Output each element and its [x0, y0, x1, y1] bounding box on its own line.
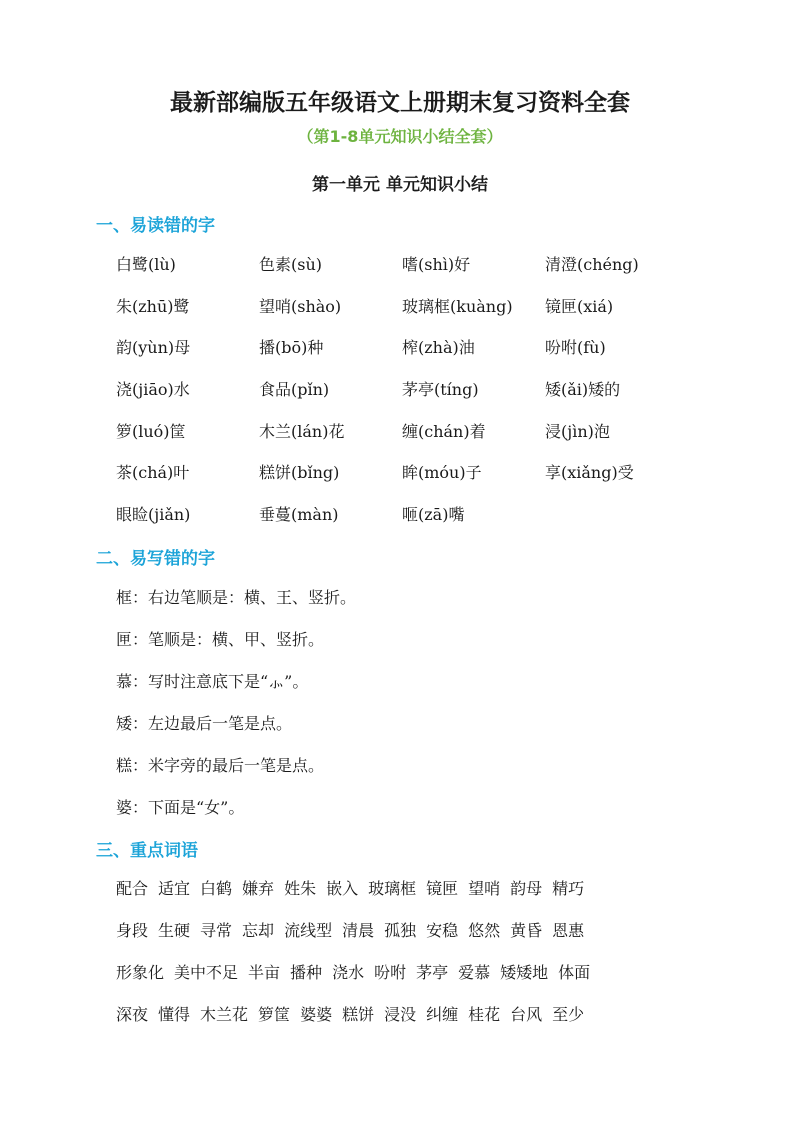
- key-word: 精巧: [552, 878, 585, 898]
- char-pinyin-item: 咂(zā)嘴: [402, 504, 465, 524]
- grid-row: [116, 368, 756, 410]
- char-pinyin-item: 清澄(chéng): [545, 255, 639, 275]
- key-word: 镜匣: [426, 878, 459, 898]
- key-word: 至少: [552, 1004, 585, 1024]
- grid-row: [116, 243, 756, 285]
- key-word: 形象化: [116, 962, 165, 982]
- word-row: [116, 950, 756, 992]
- key-word: 安稳: [426, 920, 459, 940]
- key-word: 台风: [510, 1004, 543, 1024]
- key-word: 孤独: [384, 920, 417, 940]
- char-pinyin-item: 箩(luó)筐: [116, 421, 186, 441]
- writing-note: 婆：下面是“女”。: [116, 797, 245, 817]
- key-word: 玻璃框: [368, 878, 417, 898]
- key-word: 生硬: [158, 920, 191, 940]
- key-word: 适宜: [158, 878, 191, 898]
- grid-row: [116, 409, 756, 451]
- char-pinyin-item: 吩咐(fù): [545, 338, 606, 358]
- char-pinyin-item: 望哨(shào): [259, 296, 342, 316]
- key-word: 半亩: [248, 962, 281, 982]
- word-row: [116, 866, 756, 908]
- key-word: 嵌入: [326, 878, 359, 898]
- section-heading-miswritten: 二、易写错的字: [96, 549, 215, 569]
- key-word: 箩筐: [258, 1004, 291, 1024]
- char-pinyin-item: 眸(móu)子: [402, 463, 482, 483]
- section-heading-key-words: 三、重点词语: [96, 841, 198, 861]
- key-word: 忘却: [242, 920, 275, 940]
- char-pinyin-item: 嗜(shì)好: [402, 255, 471, 275]
- char-pinyin-item: 享(xiǎng)受: [545, 463, 634, 483]
- misread-chars-grid: [116, 243, 756, 534]
- char-pinyin-item: 玻璃框(kuàng): [402, 296, 513, 316]
- writing-note: 矮：左边最后一笔是点。: [116, 713, 293, 733]
- key-word: 白鹤: [200, 878, 233, 898]
- char-pinyin-item: 浇(jiāo)水: [116, 380, 190, 400]
- key-word: 懂得: [158, 1004, 191, 1024]
- key-word: 悠然: [468, 920, 501, 940]
- key-word: 美中不足: [174, 962, 239, 982]
- char-pinyin-item: 色素(sù): [259, 255, 323, 275]
- word-row: [116, 908, 756, 950]
- key-word: 浸没: [384, 1004, 417, 1024]
- key-word: 糕饼: [342, 1004, 375, 1024]
- miswritten-chars-list: [116, 575, 756, 827]
- writing-note: 慕：写时注意底下是“⺗”。: [116, 671, 309, 691]
- grid-row: [116, 451, 756, 493]
- writing-note: 匣：笔顺是：横、甲、竖折。: [116, 629, 325, 649]
- key-word: 深夜: [116, 1004, 149, 1024]
- char-pinyin-item: 浸(jìn)泡: [545, 421, 610, 441]
- writing-note: 糕：米字旁的最后一笔是点。: [116, 755, 325, 775]
- key-word: 木兰花: [200, 1004, 249, 1024]
- document-title: 最新部编版五年级语文上册期末复习资料全套: [170, 90, 630, 116]
- key-word: 黄昏: [510, 920, 543, 940]
- char-pinyin-item: 韵(yùn)母: [116, 338, 191, 358]
- key-word: 配合: [116, 878, 149, 898]
- char-pinyin-item: 播(bō)种: [259, 338, 324, 358]
- grid-row: [116, 326, 756, 368]
- key-word: 恩惠: [552, 920, 585, 940]
- key-word: 嫌弃: [242, 878, 275, 898]
- char-pinyin-item: 食品(pǐn): [259, 380, 330, 400]
- char-pinyin-item: 糕饼(bǐng): [259, 463, 340, 483]
- char-pinyin-item: 白鹭(lù): [116, 255, 176, 275]
- key-word: 播种: [290, 962, 323, 982]
- char-pinyin-item: 茶(chá)叶: [116, 463, 190, 483]
- key-word: 寻常: [200, 920, 233, 940]
- section-heading-misread: 一、易读错的字: [96, 216, 215, 236]
- key-word: 桂花: [468, 1004, 501, 1024]
- key-word: 身段: [116, 920, 149, 940]
- char-pinyin-item: 矮(ǎi)矮的: [545, 380, 621, 400]
- key-word: 吩咐: [374, 962, 407, 982]
- char-pinyin-item: 茅亭(tíng): [402, 380, 479, 400]
- key-word: 体面: [558, 962, 591, 982]
- char-pinyin-item: 朱(zhū)鹭: [116, 296, 190, 316]
- key-word: 流线型: [284, 920, 333, 940]
- char-pinyin-item: 垂蔓(màn): [259, 504, 339, 524]
- key-word: 清晨: [342, 920, 375, 940]
- key-word: 姓朱: [284, 878, 317, 898]
- char-pinyin-item: 榨(zhà)油: [402, 338, 475, 358]
- document-subtitle: （第1-8单元知识小结全套）: [297, 127, 503, 146]
- char-pinyin-item: 缠(chán)着: [402, 421, 486, 441]
- key-words-list: [116, 866, 756, 1034]
- word-row: [116, 992, 756, 1034]
- grid-row: [116, 285, 756, 327]
- key-word: 矮矮地: [500, 962, 549, 982]
- key-word: 婆婆: [300, 1004, 333, 1024]
- writing-note: 框：右边笔顺是：横、王、竖折。: [116, 587, 357, 607]
- unit-title: 第一单元 单元知识小结: [312, 175, 488, 195]
- grid-row: [116, 493, 756, 535]
- key-word: 纠缠: [426, 1004, 459, 1024]
- key-word: 韵母: [510, 878, 543, 898]
- key-word: 茅亭: [416, 962, 449, 982]
- char-pinyin-item: 木兰(lán)花: [259, 421, 345, 441]
- key-word: 爱慕: [458, 962, 491, 982]
- char-pinyin-item: 眼睑(jiǎn): [116, 504, 191, 524]
- key-word: 望哨: [468, 878, 501, 898]
- char-pinyin-item: 镜匣(xiá): [545, 296, 614, 316]
- key-word: 浇水: [332, 962, 365, 982]
